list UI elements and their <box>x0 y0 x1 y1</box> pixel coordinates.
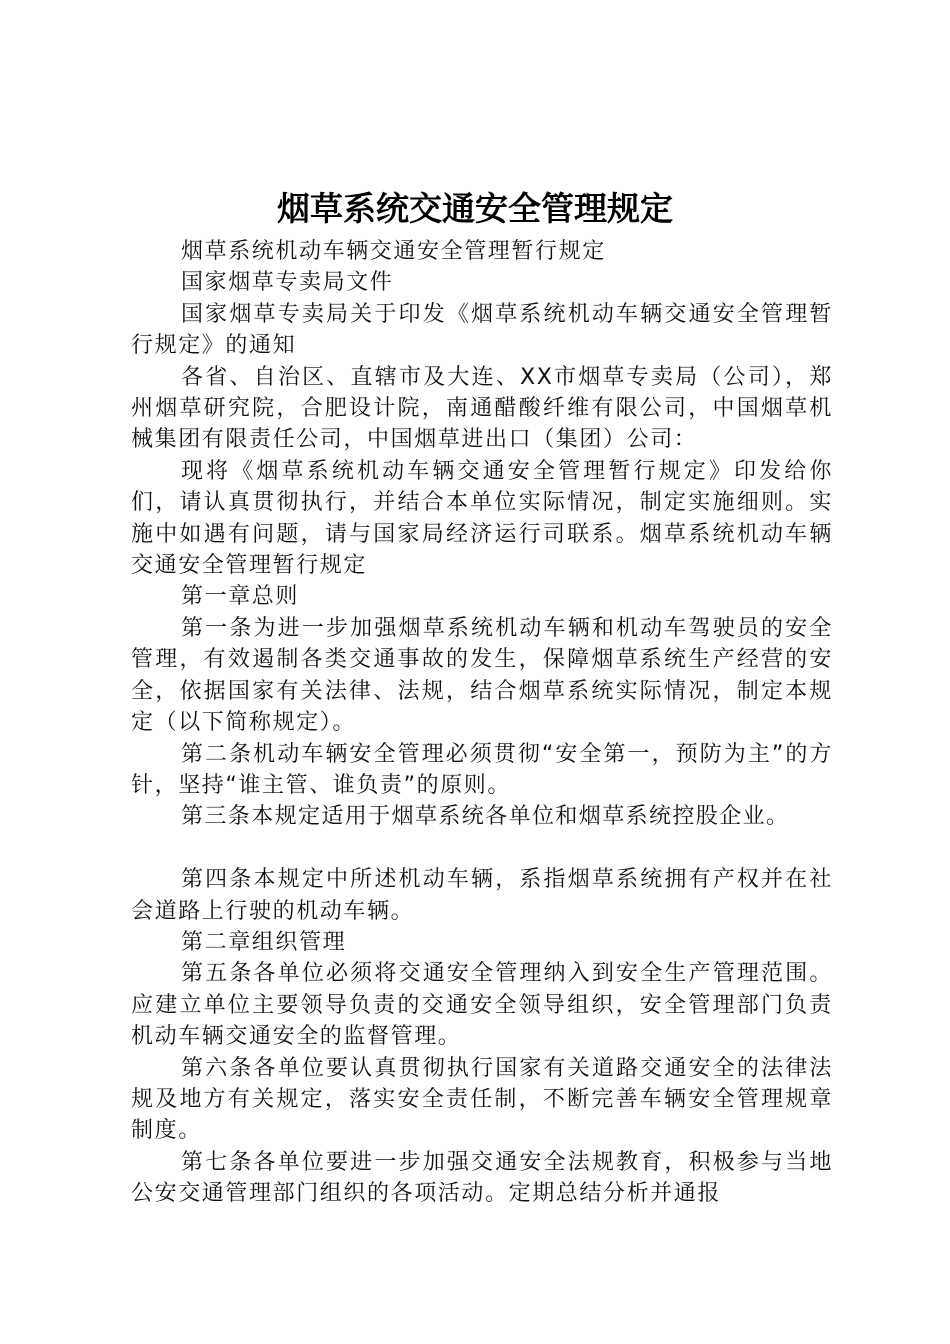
chapter-heading: 第一章总则 <box>181 584 300 610</box>
notice-body-paragraph: 现将《烟草系统机动车辆交通安全管理暂行规定》印发给你们，请认真贯彻执行，并结合本单位实际情况，制定实施细则。实施中如遇有问题，请与国家局经济运行司联系。烟草系统机动车辆交通安全管理暂行规定 <box>131 458 833 579</box>
article-paragraph: 第五条各单位必须将交通安全管理纳入到安全生产管理范围。应建立单位主要领导负责的交通安全领导组织，安全管理部门负责机动车辆交通安全的监督管理。 <box>131 961 833 1050</box>
article-paragraph: 第三条本规定适用于烟草系统各单位和烟草系统控股企业。 <box>181 804 790 830</box>
article-paragraph: 第二条机动车辆安全管理必须贯彻“安全第一，预防为主”的方针，坚持“谁主管、谁负责”的原则。 <box>131 741 833 798</box>
article-paragraph: 第四条本规定中所述机动车辆，系指烟草系统拥有产权并在社会道路上行驶的机动车辆。 <box>131 867 833 924</box>
notice-title-paragraph: 国家烟草专卖局关于印发《烟草系统机动车辆交通安全管理暂行规定》的通知 <box>131 301 833 359</box>
article-paragraph: 第六条各单位要认真贯彻执行国家有关道路交通安全的法律法规及地方有关规定，落实安全责任制，不断完善车辆安全管理规章制度。 <box>131 1055 833 1144</box>
chapter-heading: 第二章组织管理 <box>181 929 347 955</box>
document-title: 烟草系统交通安全管理规定 <box>277 189 673 228</box>
document-body <box>131 236 833 1210</box>
addressee-paragraph: 各省、自治区、直辖市及大连、XX市烟草专卖局（公司），郑州烟草研究院，合肥设计院，南通醋酸纤维有限公司，中国烟草机械集团有限责任公司，中国烟草进出口（集团）公司： <box>131 364 833 453</box>
issuer-paragraph: 国家烟草专卖局文件 <box>181 270 394 296</box>
article-paragraph: 第一条为进一步加强烟草系统机动车辆和机动车驾驶员的安全管理，有效遏制各类交通事故的发生，保障烟草系统生产经营的安全，依据国家有关法律、法规，结合烟草系统实际情况，制定本规定（以下简称规定）。 <box>131 615 833 736</box>
article-paragraph: 第七条各单位要进一步加强交通安全法规教育，积极参与当地公安交通管理部门组织的各项活动。定期总结分析并通报 <box>131 1149 833 1207</box>
subtitle-paragraph: 烟草系统机动车辆交通安全管理暂行规定 <box>181 239 606 264</box>
